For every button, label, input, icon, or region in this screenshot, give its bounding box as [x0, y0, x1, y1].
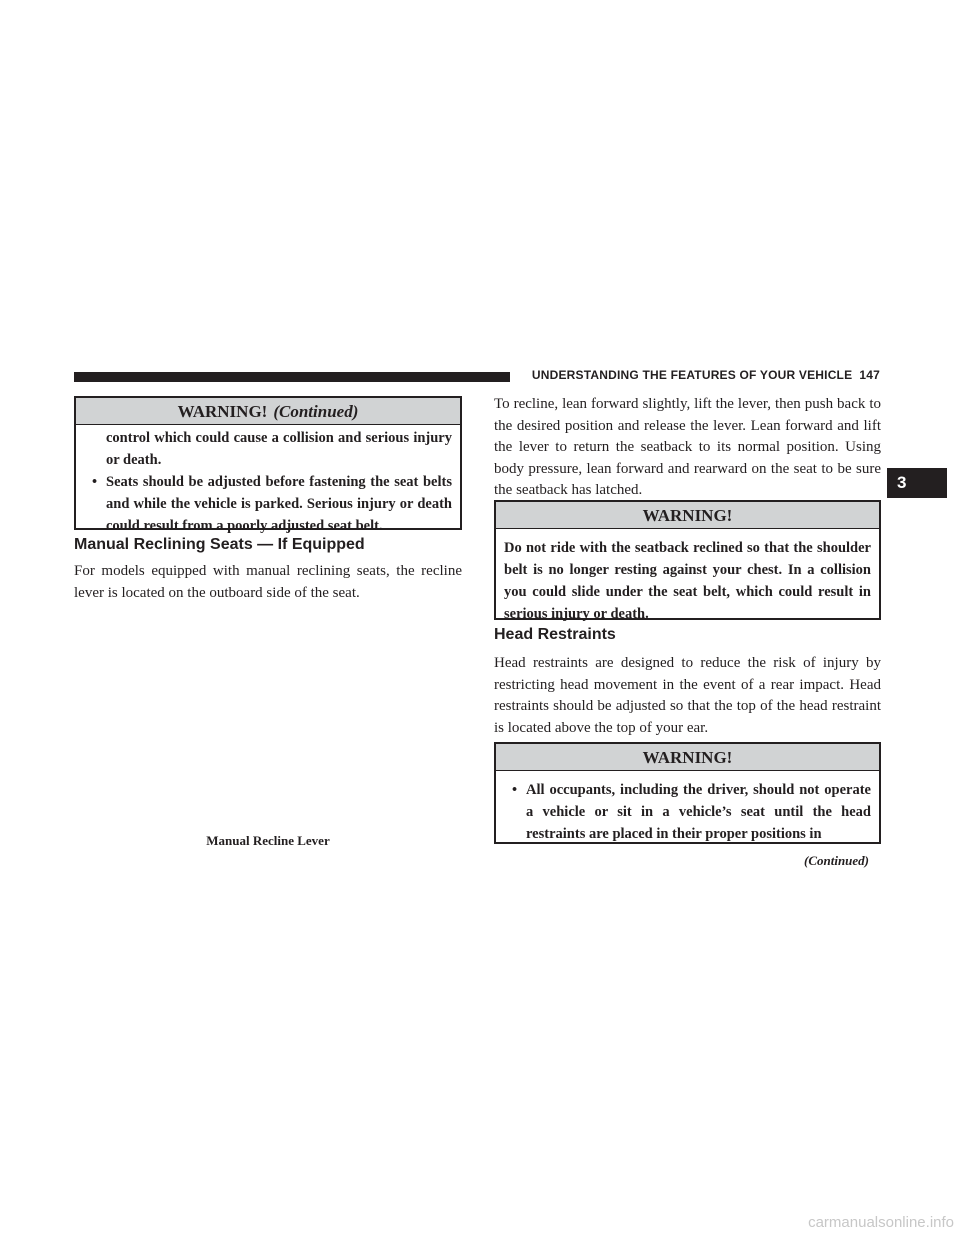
- continued-note: (Continued): [803, 853, 869, 868]
- header-rule: [74, 372, 510, 382]
- bullet-marker: •: [512, 782, 518, 798]
- warning-bullet-item: [504, 779, 871, 845]
- section-tab: 3: [887, 468, 947, 498]
- page-number: 147: [859, 368, 880, 382]
- warning-label: WARNING!: [177, 402, 268, 421]
- section-heading: Head Restraints: [494, 626, 616, 643]
- warning-bullet-item: [84, 471, 452, 537]
- body-paragraph: To recline, lean forward slightly, lift the lever, then push back to the desired position and release the lever. Lean forward and lift the lever to return the seatback to its normal position. Using body pressure, lean forward and rearward on the seat to be sure the seatback has latched.: [494, 396, 881, 498]
- warning-body: [496, 771, 879, 845]
- header-title: UNDERSTANDING THE FEATURES OF YOUR VEHICLE: [531, 368, 853, 382]
- warning-bullet-text: Seats should be adjusted before fastening the seat belts and while the vehicle is parked. Serious injury or death could result from a poorly adjusted seat belt.: [106, 474, 452, 534]
- warning-header: WARNING!: [496, 502, 879, 529]
- warning-text: Do not ride with the seatback reclined so that the shoulder belt is no longer resting against your chest. In a collision you could slide under the seat belt, which could result in serious injury or death.: [504, 540, 871, 622]
- warning-body: [76, 425, 460, 537]
- warning-bullet-text: All occupants, including the driver, should not operate a vehicle or sit in a vehicle’s seat until the head restraints are placed in their proper positions in: [526, 782, 871, 842]
- section-heading: Manual Reclining Seats — If Equipped: [74, 536, 365, 553]
- body-paragraph: For models equipped with manual reclining seats, the recline lever is located on the outboard side of the seat.: [74, 563, 462, 601]
- warning-continuation-text: control which could cause a collision and serious injury or death.: [106, 430, 452, 468]
- bullet-marker: •: [92, 474, 98, 490]
- warning-box: [494, 500, 881, 620]
- watermark: carmanualsonline.info: [808, 1214, 954, 1231]
- figure-caption: Manual Recline Lever: [206, 833, 330, 848]
- warning-header: WARNING!: [496, 744, 879, 771]
- warning-box: [494, 742, 881, 844]
- running-header: [520, 368, 880, 382]
- body-paragraph: Head restraints are designed to reduce the risk of injury by restricting head movement in the event of a rear impact. Head restraints should be adjusted so that the top of the head restraint is located above the top of your ear.: [494, 655, 881, 736]
- warning-box-continued: [74, 396, 462, 534]
- warning-continued-label: (Continued): [273, 402, 359, 421]
- warning-header: [76, 398, 460, 425]
